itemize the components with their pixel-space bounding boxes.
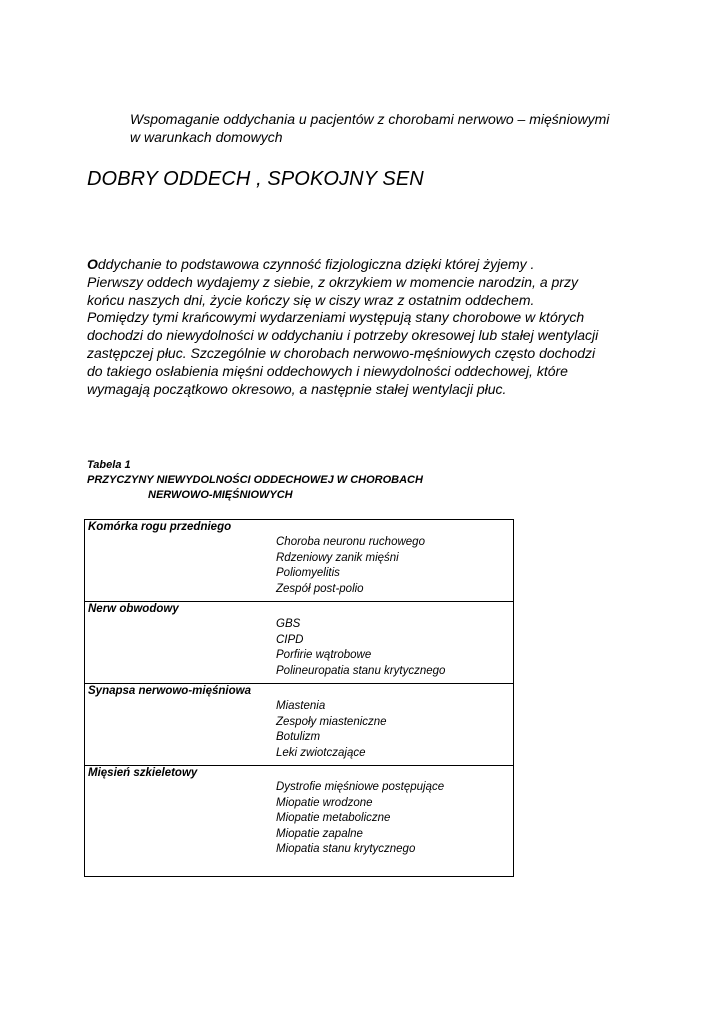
- subtitle-line: w warunkach domowych: [130, 129, 283, 145]
- table-row: [85, 684, 514, 766]
- intro-line: końcu naszych dni, życie kończy się w ciszy wraz z ostatnim oddechem.: [87, 291, 535, 308]
- table-label: Tabela 1: [87, 459, 131, 471]
- document-subtitle: [130, 110, 650, 146]
- table-row: [85, 520, 514, 602]
- intro-line: Pomiędzy tymi krańcowymi wydarzeniami występują stany chorobowe w których: [87, 309, 585, 326]
- table-item: Miastenia: [276, 700, 326, 712]
- table-category-cell: Nerw obwodowy: [85, 602, 272, 684]
- table-item: Dystrofie mięśniowe postępujące: [276, 781, 445, 793]
- subtitle-line: Wspomaganie oddychania u pacjentów z chorobami nerwowo – mięśniowymi: [130, 111, 610, 127]
- document-title: DOBRY ODDECH , SPOKOJNY SEN: [87, 168, 424, 190]
- intro-first-letter: O: [87, 256, 98, 272]
- table-category-cell: Komórka rogu przedniego: [85, 520, 272, 602]
- table-item: CIPD: [276, 633, 304, 646]
- table-item: Zespoły miasteniczne: [276, 715, 387, 728]
- intro-line-text: ddychanie to podstawowa czynność fizjologiczna dzięki której żyjemy .: [97, 256, 535, 272]
- table-item: Miopatie metaboliczne: [276, 812, 391, 824]
- intro-line: dochodzi do niewydolności w oddychaniu i potrzeby okresowej lub stałej wentylacji: [87, 327, 599, 344]
- intro-line: zastępczej płuc. Szczególnie w chorobach nerwowo-męśniowych często dochodzi: [87, 344, 596, 361]
- table-category-cell: Synapsa nerwowo-mięśniowa: [85, 684, 272, 766]
- table-item: Choroba neuronu ruchowego: [276, 536, 425, 548]
- table-caption: [87, 458, 607, 503]
- table-category-cell: Mięsień szkieletowy: [85, 766, 272, 877]
- table-item: Polineuropatia stanu krytycznego: [276, 664, 446, 677]
- intro-paragraph: [87, 256, 647, 398]
- intro-line: [87, 256, 647, 274]
- table-items-cell: [271, 602, 514, 684]
- table-item: Miopatie wrodzone: [276, 796, 373, 809]
- table-item: Botulizm: [276, 731, 321, 743]
- table-items-cell: [271, 520, 514, 602]
- table-items-cell: [271, 684, 514, 766]
- table-item: Porfirie wątrobowe: [276, 649, 372, 661]
- table-items-cell: [271, 766, 514, 877]
- table-item: Miopatia stanu krytycznego: [276, 843, 416, 855]
- table-item: Poliomyelitis: [276, 567, 340, 579]
- intro-line: do takiego osłabienia mięśni oddechowych i niewydolności oddechowej, które: [87, 362, 568, 379]
- table-caption-line: PRZYCZYNY NIEWYDOLNOŚCI ODDECHOWEJ W CHOROBACH: [87, 474, 423, 486]
- table-row: [85, 766, 514, 877]
- table-row: [85, 602, 514, 684]
- intro-line: wymagają początkowo okresowo, a następnie stałej wentylacji płuc.: [87, 380, 507, 397]
- intro-line: Pierwszy oddech wydajemy z siebie, z okrzykiem w momencie narodzin, a przy: [87, 273, 578, 290]
- causes-table: [84, 519, 514, 877]
- table-item: GBS: [276, 618, 301, 630]
- table-item: Rdzeniowy zanik mięśni: [276, 551, 399, 564]
- table-item: Leki zwiotczające: [276, 746, 366, 759]
- table-caption-line: NERWOWO-MIĘŚNIOWYCH: [148, 489, 293, 501]
- table-item: Zespół post-polio: [276, 582, 364, 595]
- table-item: Miopatie zapalne: [276, 827, 363, 840]
